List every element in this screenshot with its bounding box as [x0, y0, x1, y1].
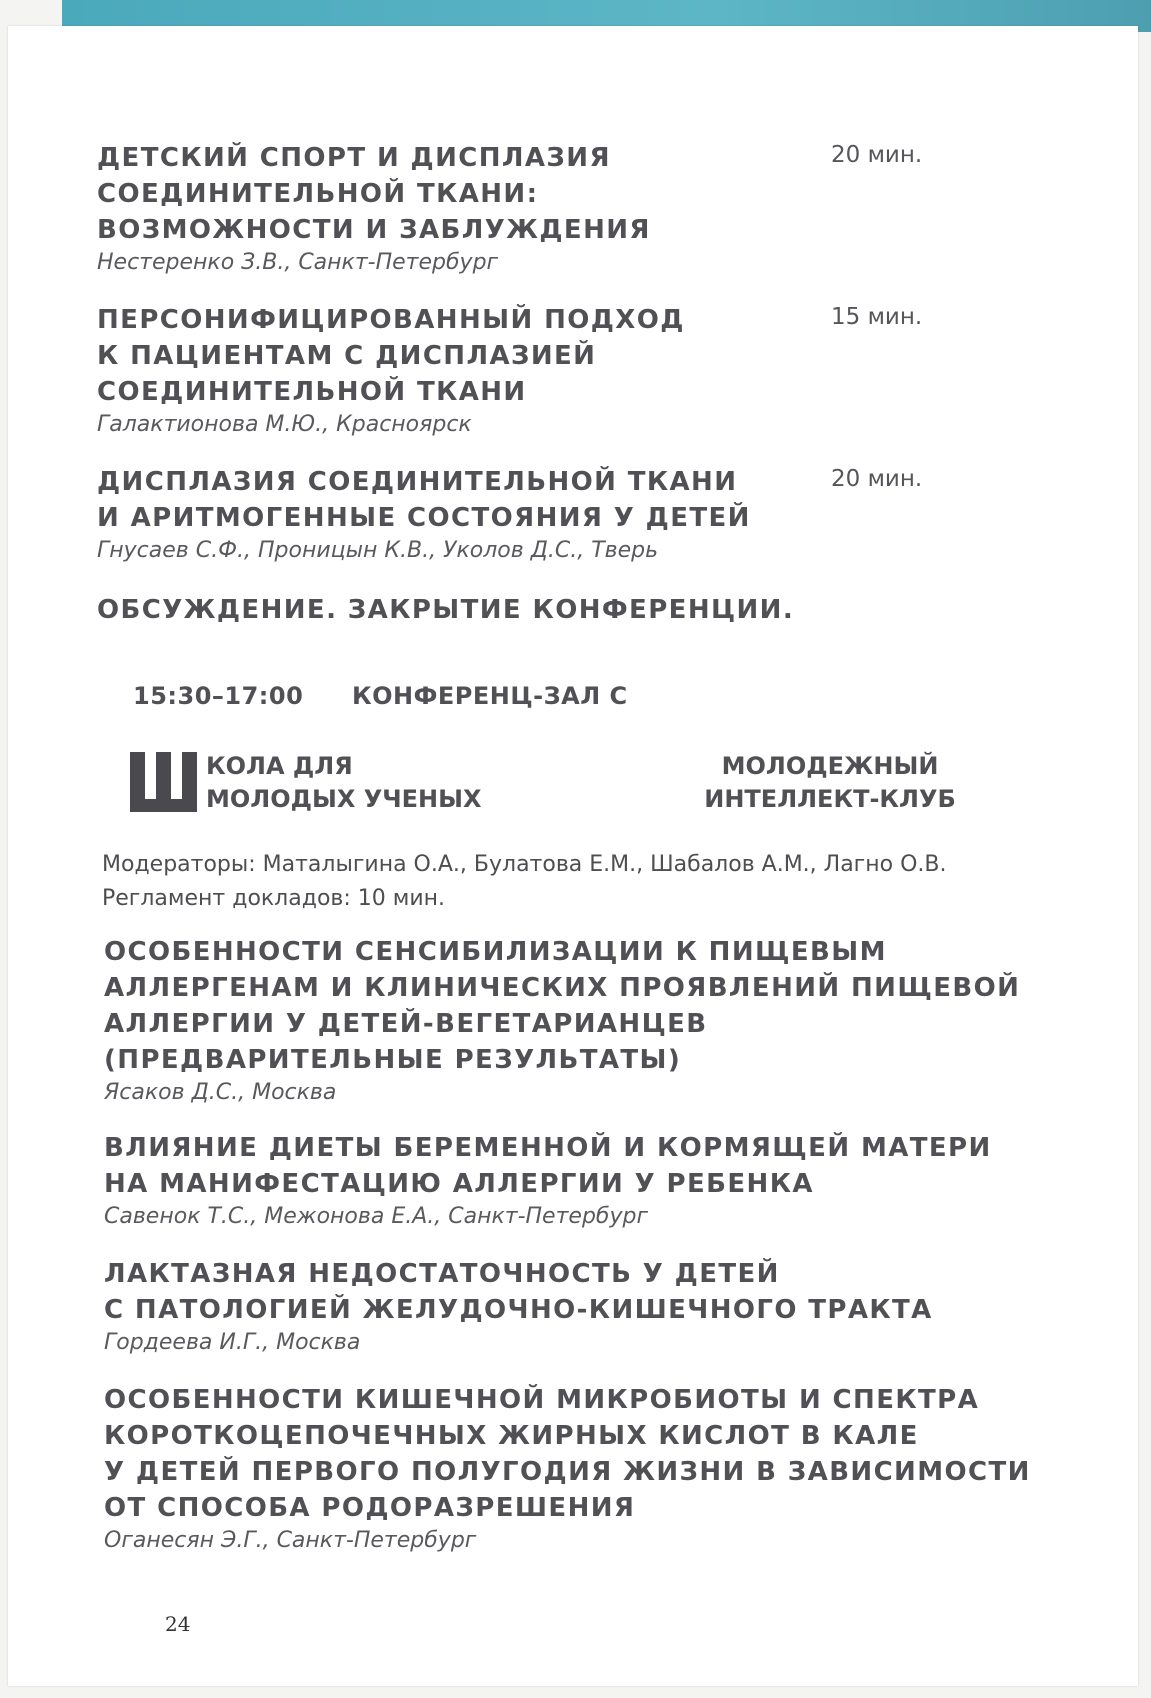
- talk-title: ДИСПЛАЗИЯ СОЕДИНИТЕЛЬНОЙ ТКАНИ И АРИТМОГЕННЫЕ СОСТОЯНИЯ У ДЕТЕЙ: [97, 467, 751, 533]
- club-name: МОЛОДЕЖНЫЙ ИНТЕЛЛЕКТ-КЛУБ: [704, 752, 956, 813]
- talk-6: [104, 1256, 1104, 1358]
- talk-duration: 20 мин.: [831, 466, 923, 492]
- talk-authors: Галактионова М.Ю., Красноярск: [97, 412, 472, 437]
- talk-authors: Гордеева И.Г., Москва: [104, 1330, 361, 1355]
- school-initial-letter: [130, 752, 198, 812]
- talk-title: ВЛИЯНИЕ ДИЕТЫ БЕРЕМЕННОЙ И КОРМЯЩЕЙ МАТЕРИ НА МАНИФЕСТАЦИЮ АЛЛЕРГИИ У РЕБЕНКА: [104, 1133, 992, 1199]
- school-name: КОЛА ДЛЯ МОЛОДЫХ УЧЕНЫХ: [206, 752, 482, 813]
- moderators: Модераторы: Маталыгина О.А., Булатова Е.М., Шабалов А.М., Лагно О.В.: [102, 852, 947, 877]
- talk-authors: Савенок Т.С., Межонова Е.А., Санкт-Петербург: [104, 1204, 649, 1229]
- session-hall: КОНФЕРЕНЦ-ЗАЛ С: [352, 682, 628, 710]
- talk-title: ПЕРСОНИФИЦИРОВАННЫЙ ПОДХОД К ПАЦИЕНТАМ С ДИСПЛАЗИЕЙ СОЕДИНИТЕЛЬНОЙ ТКАНИ: [97, 305, 685, 407]
- talk-duration: 20 мин.: [831, 142, 923, 168]
- talk-1: [97, 140, 957, 278]
- page-number: 24: [165, 1612, 191, 1636]
- talk-authors: Ясаков Д.С., Москва: [104, 1080, 337, 1105]
- talk-5: [104, 1130, 1104, 1232]
- talk-title: ОСОБЕННОСТИ КИШЕЧНОЙ МИКРОБИОТЫ И СПЕКТРА КОРОТКОЦЕПОЧЕЧНЫХ ЖИРНЫХ КИСЛОТ В КАЛЕ У ДЕТЕЙ ПЕРВОГО ПОЛУГОДИЯ ЖИЗНИ В ЗАВИСИМОСТИ ОТ СПОСОБА РОДОРАЗРЕШЕНИЯ: [104, 1385, 1031, 1523]
- talk-authors: Гнусаев С.Ф., Проницын К.В., Уколов Д.С., Тверь: [97, 538, 659, 563]
- talk-title: ЛАКТАЗНАЯ НЕДОСТАТОЧНОСТЬ У ДЕТЕЙ С ПАТОЛОГИЕЙ ЖЕЛУДОЧНО-КИШЕЧНОГО ТРАКТА: [104, 1259, 933, 1325]
- talk-3: [97, 464, 957, 566]
- talk-7: [104, 1382, 1104, 1556]
- talk-authors: Оганесян Э.Г., Санкт-Петербург: [104, 1528, 477, 1553]
- talk-authors: Нестеренко З.В., Санкт-Петербург: [97, 250, 499, 275]
- regulation: Регламент докладов: 10 мин.: [102, 886, 446, 911]
- talk-4: [104, 934, 1104, 1108]
- talk-title: ДЕТСКИЙ СПОРТ И ДИСПЛАЗИЯ СОЕДИНИТЕЛЬНОЙ ТКАНИ: ВОЗМОЖНОСТИ И ЗАБЛУЖДЕНИЯ: [97, 143, 651, 245]
- closing-title: ОБСУЖДЕНИЕ. ЗАКРЫТИЕ КОНФЕРЕНЦИИ.: [97, 595, 795, 625]
- session-time: 15:30–17:00: [133, 682, 304, 710]
- closing-item: [97, 592, 957, 628]
- talk-title: ОСОБЕННОСТИ СЕНСИБИЛИЗАЦИИ К ПИЩЕВЫМ АЛЛЕРГЕНАМ И КЛИНИЧЕСКИХ ПРОЯВЛЕНИЙ ПИЩЕВОЙ АЛЛЕРГИИ У ДЕТЕЙ-ВЕГЕТАРИАНЦЕВ (ПРЕДВАРИТЕЛЬНЫЕ РЕЗУЛЬТАТЫ): [104, 937, 1021, 1075]
- talk-duration: 15 мин.: [831, 304, 923, 330]
- talk-2: [97, 302, 957, 440]
